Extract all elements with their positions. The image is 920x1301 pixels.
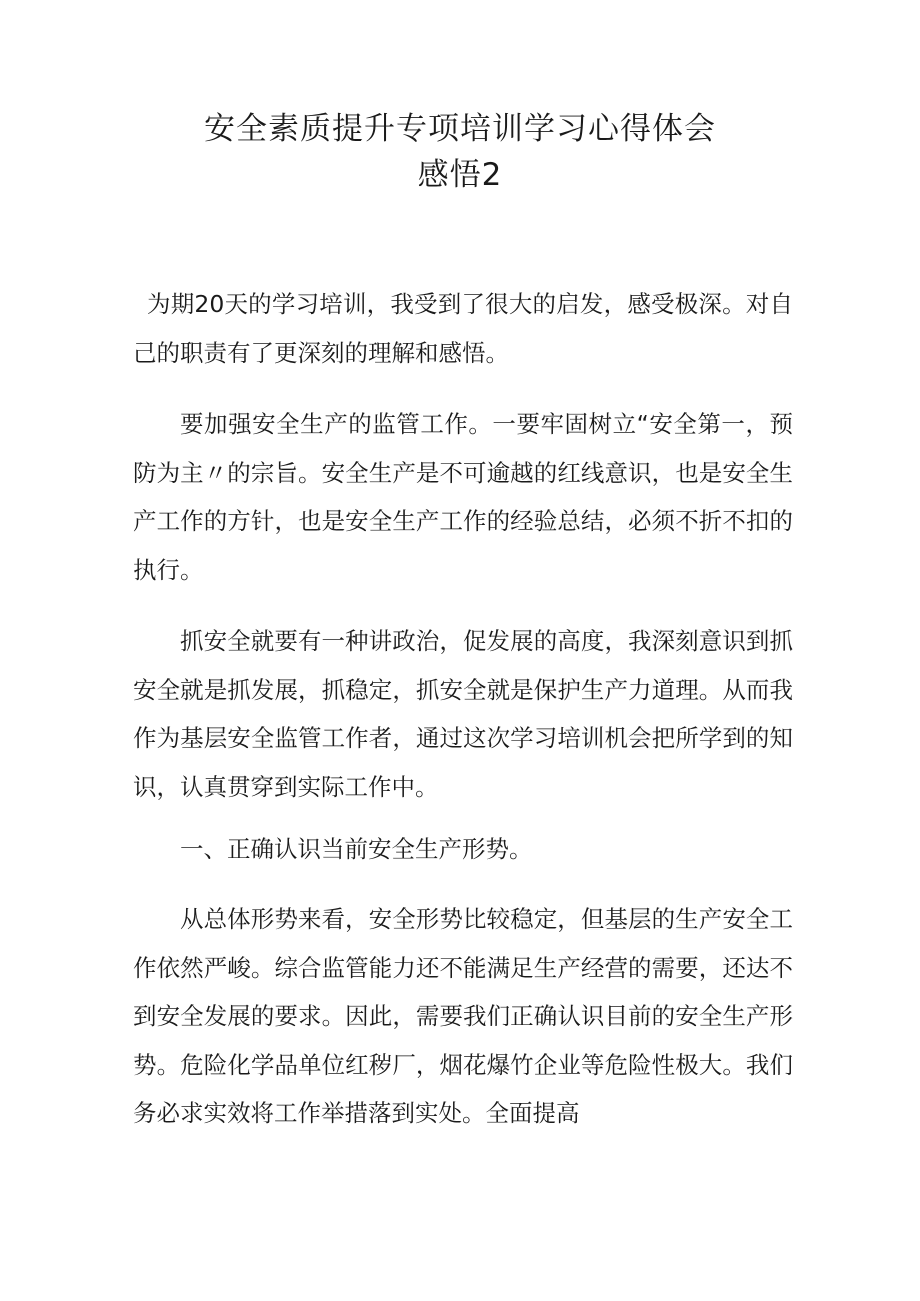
paragraph-intro: 为期20天的学习培训，我受到了很大的启发，感受极深。对自己的职责有了更深刻的理解和感悟。	[133, 290, 793, 367]
paragraph-politics: 抓安全就要有一种讲政治，促发展的高度，我深刻意识到抓安全就是抓发展，抓稳定，抓安全就是保护生产力道理。从而我作为基层安全监管工作者，通过这次学习培训机会把所学到的知识，认真贯穿到实际工作中。	[133, 627, 793, 801]
paragraph-supervision: 要加强安全生产的监管工作。一要牢固树立“安全第一，预防为主〃的宗旨。安全生产是不可逾越的红线意识，也是安全生产工作的方针，也是安全生产工作的经验总结，必须不折不扣的执行。	[133, 410, 793, 584]
document-title-line-2: 感悟2	[417, 157, 503, 193]
section-heading-1: 一、正确认识当前安全生产形势。	[180, 835, 533, 863]
paragraph-situation: 从总体形势来看，安全形势比较稳定，但基层的生产安全工作依然严峻。综合监管能力还不能满足生产经营的需要，还达不到安全发展的要求。因此，需要我们正确认识目前的安全生产形势。危险化学品单位红秽厂，烟花爆竹企业等危险性极大。我们务必求实效将工作举措落到实处。全面提高	[133, 905, 793, 1127]
document-title-line-1: 安全素质提升专项培训学习心得体会	[204, 111, 716, 147]
